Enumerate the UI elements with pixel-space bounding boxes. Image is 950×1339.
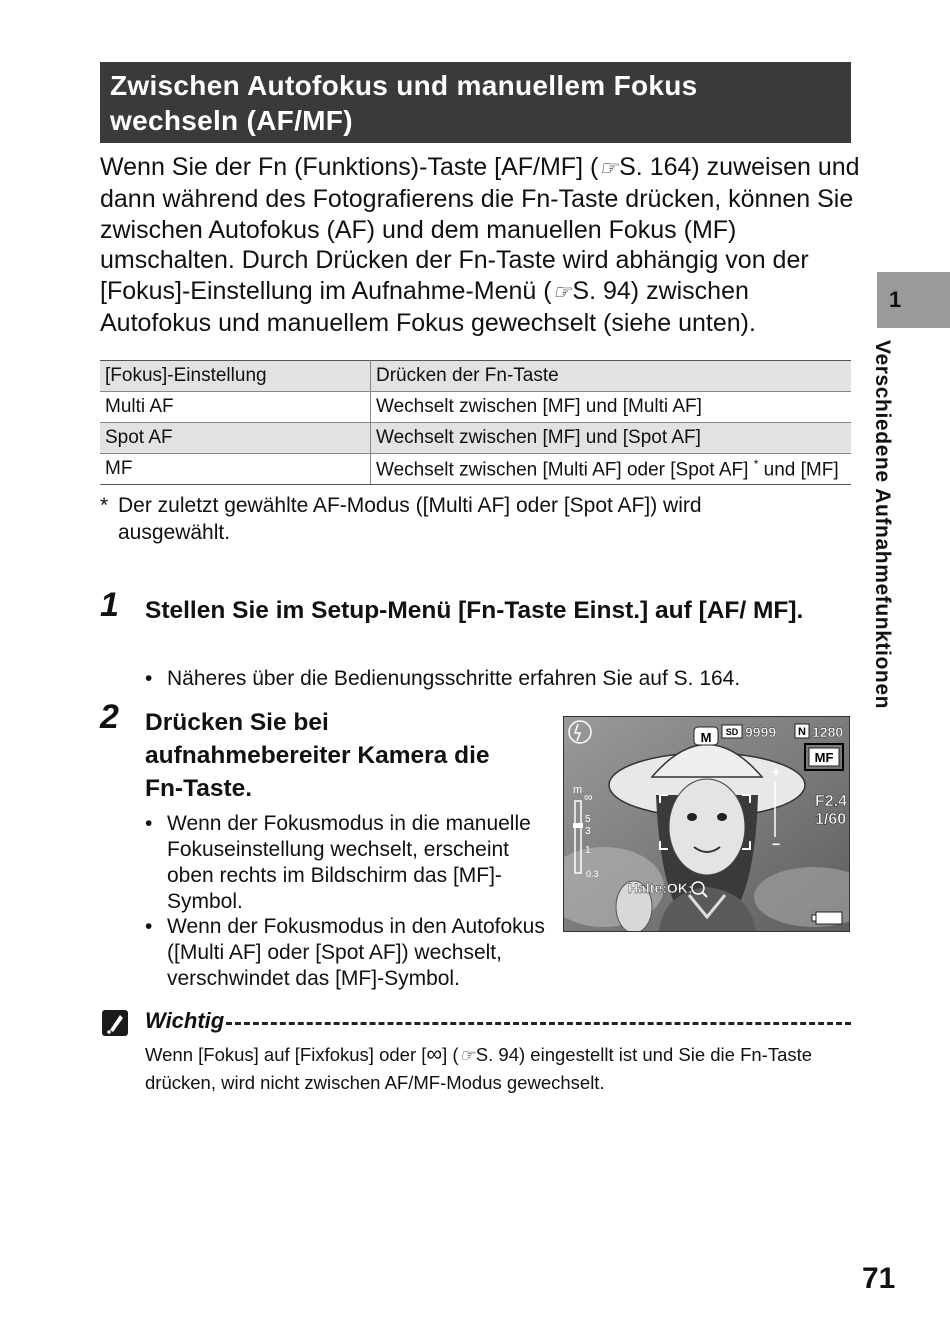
- step-2-bullet: [145, 811, 545, 915]
- table-cell: Multi AF: [100, 392, 371, 423]
- scale-1: 1: [585, 845, 591, 856]
- important-note-icon: [102, 1010, 128, 1036]
- infinity-icon: ∞: [426, 1041, 443, 1066]
- step-2-number: 2: [100, 698, 119, 736]
- chapter-title: Verschiedene Aufnahmefunktionen: [871, 340, 894, 710]
- scale-0-3: 0.3: [586, 869, 599, 879]
- table-row: [100, 423, 851, 454]
- table-row: [100, 392, 851, 423]
- chapter-title-vertical: [870, 340, 910, 770]
- exposure-plus: +: [772, 764, 781, 780]
- intro-paragraph: Wenn Sie der Fn (Funktions)-Taste [AF/MF] (☞S. 164) zuweisen und dann während des Fotografierens die Fn-Taste drücken, können Sie zwischen Autofokus (AF) und dem manuellen Fokus (MF) umschalten. Durch Drücken der Fn-Taste wird abhängig von der [Fokus]-Einstellung im Aufnahme-Menü (☞S. 94) zwischen Autofokus und manuellem Fokus gewechselt (siehe unten).: [100, 153, 860, 338]
- face: [669, 779, 745, 875]
- focus-table: [100, 360, 851, 485]
- table-header-row: [100, 361, 851, 392]
- important-note-title: Wichtig: [145, 1008, 225, 1033]
- scale-unit: m: [573, 784, 583, 796]
- scale-3: 3: [585, 826, 591, 837]
- shutter-value: 1/60: [815, 811, 847, 828]
- aperture-value: F2.4: [815, 793, 848, 810]
- step-1-heading: Stellen Sie im Setup-Menü [Fn-Taste Einst.] auf [AF/ MF].: [145, 597, 804, 624]
- chapter-tab: [877, 272, 950, 328]
- battery-icon: [816, 912, 842, 924]
- dashed-divider: [226, 1022, 851, 1025]
- footnote-star: *: [100, 494, 109, 517]
- eye: [717, 813, 727, 821]
- mf-badge-text: MF: [814, 750, 834, 765]
- important-note-text: Wenn [Fokus] auf [Fixfokus] oder [∞] (☞S. 94) eingestellt ist und Sie die Fn-Taste drücken, wird nicht zwischen AF/MF-Modus gewechselt.: [145, 1041, 813, 1093]
- section-title-bar: [100, 62, 851, 143]
- shots-remaining: 9999: [745, 724, 777, 740]
- image-size: 1280: [812, 724, 844, 740]
- reference-icon: ☞: [599, 157, 619, 180]
- table-header-cell: [Fokus]-Einstellung: [100, 361, 371, 392]
- bullet-dot: •: [145, 915, 153, 938]
- bullet-text: Wenn der Fokusmodus in den Autofokus ([Multi AF] oder [Spot AF]) wechselt, verschwindet das [MF]-Symbol.: [167, 915, 545, 990]
- mode-letter: M: [700, 730, 712, 745]
- bullet-text: Wenn der Fokusmodus in die manuelle Fokuseinstellung wechselt, erscheint oben rechts im Bildschirm das [MF]-Symbol.: [167, 812, 531, 913]
- table-cell: MF: [100, 454, 371, 485]
- sd-label: SD: [725, 727, 739, 737]
- reference-icon: ☞: [459, 1046, 475, 1065]
- section-title: Zwischen Autofokus und manuellem Fokus wechseln (AF/MF): [110, 70, 698, 136]
- footnote: [100, 492, 800, 546]
- table-header-cell: Drücken der Fn-Taste: [371, 361, 852, 392]
- camera-screen-illustration: [563, 716, 850, 932]
- quality-letter: N: [798, 726, 806, 738]
- step-2-heading: Drücken Sie bei aufnahmebereiter Kamera die Fn-Taste.: [145, 709, 490, 802]
- bullet-dot: •: [145, 812, 153, 835]
- footnote-text: Der zuletzt gewählte AF-Modus ([Multi AF] oder [Spot AF]) wird ausgewählt.: [118, 494, 702, 544]
- bullet-dot: •: [145, 667, 153, 690]
- scale-5: 5: [585, 814, 591, 825]
- table-cell: Spot AF: [100, 423, 371, 454]
- camera-screen-drawing: [564, 717, 849, 931]
- bullet-text: Näheres über die Bedienungsschritte erfahren Sie auf S. 164.: [167, 667, 741, 690]
- step-1-bullet: [145, 666, 835, 692]
- eye: [687, 813, 697, 821]
- exposure-minus: −: [772, 836, 781, 852]
- table-row: [100, 454, 851, 485]
- table-cell: Wechselt zwischen [MF] und [Spot AF]: [371, 423, 852, 454]
- hold-ok-hint: Halte:OK:: [628, 880, 693, 896]
- table-cell: Wechselt zwischen [Multi AF] oder [Spot AF] * und [MF]: [371, 454, 852, 485]
- chapter-number: 1: [889, 287, 902, 312]
- footnote-marker: *: [753, 456, 759, 471]
- scale-infinity: ∞: [584, 790, 593, 804]
- reference-icon: ☞: [552, 280, 572, 304]
- step-2-bullet: [145, 914, 595, 992]
- page-number: 71: [862, 1262, 896, 1295]
- table-cell: Wechselt zwischen [MF] und [Multi AF]: [371, 392, 852, 423]
- focus-distance-marker: [573, 823, 583, 828]
- step-1-number: 1: [100, 586, 119, 624]
